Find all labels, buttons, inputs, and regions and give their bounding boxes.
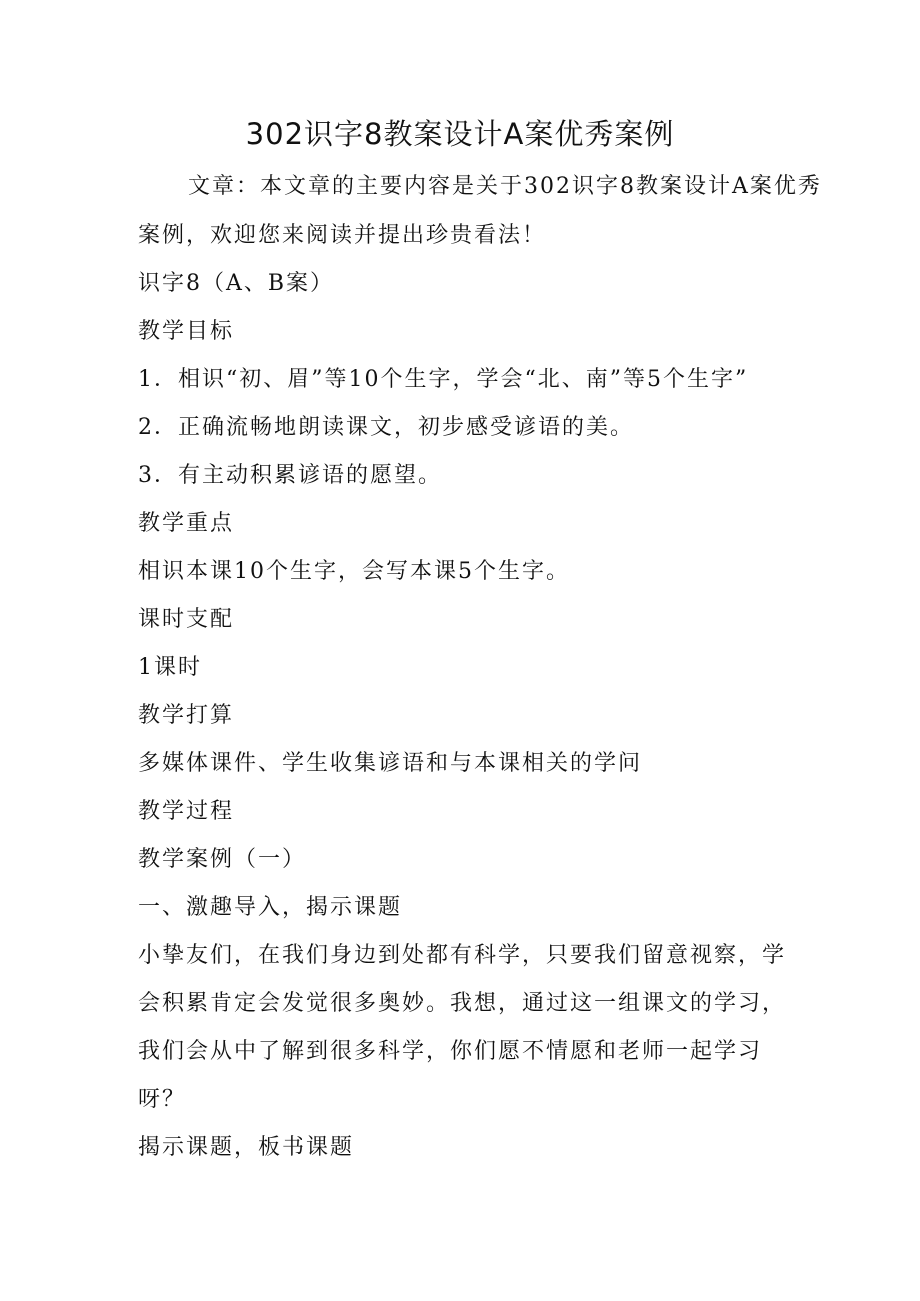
prep: 多媒体课件、学生收集谚语和与本课相关的学问 [138, 751, 643, 776]
paragraph-1-line-3: 我们会从中了解到很多科学，你们愿不情愿和老师一起学习 [138, 1039, 763, 1064]
key-points: 相识本课10个生字，会写本课5个生字。 [138, 559, 570, 584]
goal-2: 2．正确流畅地朗读课文，初步感受谚语的美。 [138, 415, 634, 440]
key-points-heading: 教学重点 [138, 511, 235, 536]
schedule-heading: 课时支配 [138, 607, 235, 632]
document-title: 302识字8教案设计A案优秀案例 [245, 117, 675, 151]
reveal-title: 揭示课题，板书课题 [138, 1135, 355, 1160]
prep-heading: 教学打算 [138, 703, 235, 728]
section-1-heading: 一、激趣导入，揭示课题 [138, 895, 403, 920]
process-heading: 教学过程 [138, 799, 235, 824]
intro-line-1: 文章：本文章的主要内容是关于302识字8教案设计A案优秀 [188, 174, 822, 199]
schedule: 1课时 [138, 655, 202, 680]
paragraph-1-line-1: 小挚友们，在我们身边到处都有科学，只要我们留意视察，学 [138, 943, 787, 968]
case-heading: 教学案例（一） [138, 847, 307, 872]
goal-1: 1．相识“初、眉”等10个生字，学会“北、南”等5个生字” [138, 367, 749, 392]
paragraph-1-line-2: 会积累肯定会发觉很多奥妙。我想，通过这一组课文的学习， [138, 991, 787, 1016]
subtitle: 识字8（A、B案） [138, 271, 335, 296]
goal-3: 3．有主动积累谚语的愿望。 [138, 463, 442, 488]
paragraph-1-line-4: 呀？ [138, 1087, 187, 1112]
goals-heading: 教学目标 [138, 319, 235, 344]
intro-line-2: 案例，欢迎您来阅读并提出珍贵看法！ [138, 223, 547, 248]
